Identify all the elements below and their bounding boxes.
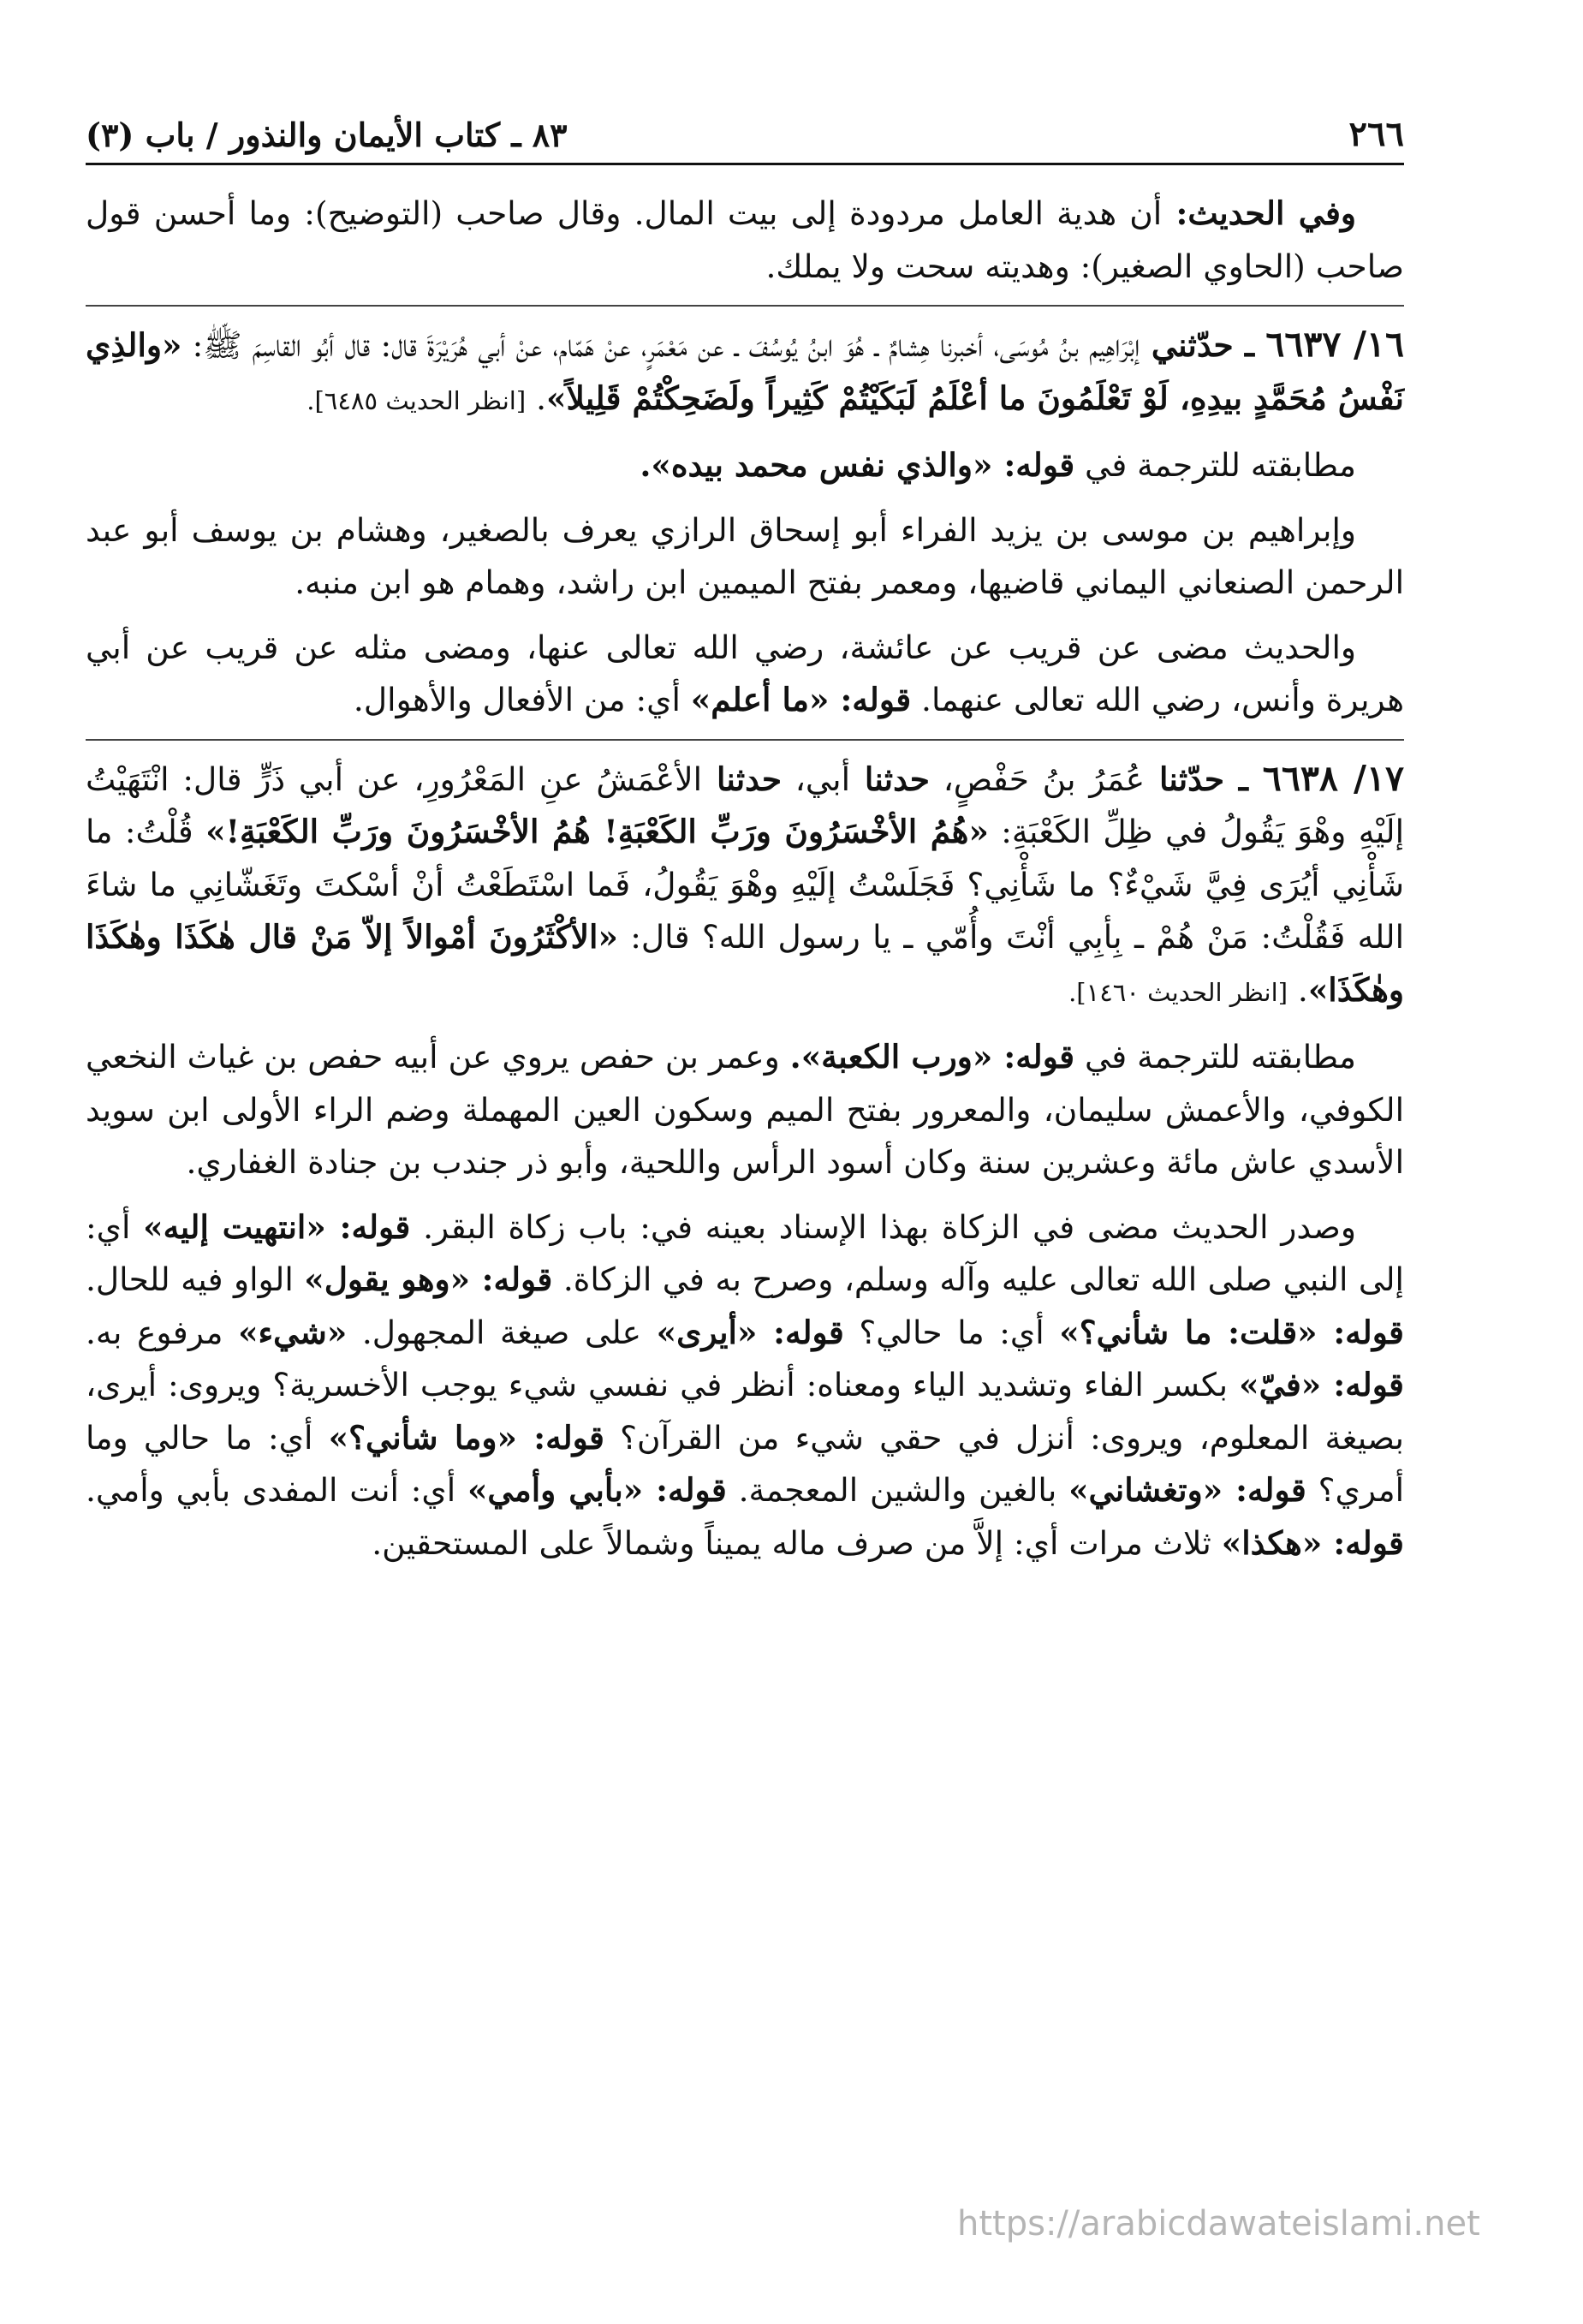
commentary-paragraph bbox=[86, 1031, 1404, 1189]
bold-text-segment: قوله: «فيّ» bbox=[1239, 1366, 1404, 1403]
text-segment: . bbox=[1288, 970, 1308, 1009]
text-segment: قُلْتُ: ما شَأْنِي أيُرَى فِيَّ شَيْءٌ؟ ما شَأْنِي؟ فَجَلَسْتُ إلَيْهِ وهْوَ يَقُولُ، فَما اسْتَطَعْتُ أنْ أسْكتَ وتَغَشّانِي ما شاءَ الله فَقُلْتُ: مَنْ هُمْ ـ بِأبِي أنْتَ وأُمّي ـ يا رسول الله؟ قال: bbox=[86, 813, 1404, 956]
bold-text-segment: قوله: «ما أعلم» bbox=[690, 681, 912, 718]
cross-reference: [انظر الحديث ٦٤٨٥]. bbox=[306, 385, 527, 415]
bold-text-segment: ـ حدّثني bbox=[1140, 326, 1266, 364]
text-segment: مرفوع به. bbox=[86, 1313, 239, 1351]
bold-text-segment: قوله: «والذي نفس محمد بيده». bbox=[640, 446, 1075, 484]
bold-text-segment: «والذِي نَفْسُ مُحَمَّدٍ بيدِهِ، لَوْ تَعْلَمُونَ ما أعْلَمُ لَبَكَيْتُمْ كَثِيراً ولَضَحِكْتُمْ قَلِيلاً» bbox=[86, 326, 1404, 417]
bold-text-segment: قوله: «أيرى» bbox=[656, 1313, 844, 1351]
bold-text-segment: قوله: «وهو يقول» bbox=[304, 1260, 553, 1298]
bold-text-segment: «الأكْثَرُونَ أمْوالاً إلاّ مَنْ قال هٰكَذَا وهٰكَذَا وهٰكَذَا» bbox=[86, 918, 1404, 1009]
text-segment: أي: ما حالي؟ bbox=[843, 1313, 1060, 1351]
bold-text-segment: «شيء» bbox=[238, 1313, 348, 1351]
bold-text-segment: قوله: «بأبي وأمي» bbox=[467, 1471, 727, 1509]
cross-reference: [انظر الحديث ١٤٦٠]. bbox=[1068, 977, 1288, 1007]
bold-text-segment: «هُمُ الأخْسَرُونَ ورَبِّ الكَعْبَةِ! هُمُ الأخْسَرُونَ ورَبِّ الكَعْبَةِ!» bbox=[205, 813, 989, 850]
bold-text-segment: قوله: «هكذا» bbox=[1221, 1523, 1404, 1562]
text-segment: على صيغة المجهول. bbox=[347, 1313, 657, 1351]
text-segment: مطابقته للترجمة في bbox=[1074, 446, 1356, 484]
text-segment: . bbox=[526, 378, 547, 417]
commentary-paragraph bbox=[86, 439, 1404, 492]
bold-text-segment: قوله: «وتغشاني» bbox=[1068, 1471, 1306, 1509]
bold-text-segment: ـ حدّثنا bbox=[1145, 760, 1263, 798]
commentary-paragraph bbox=[86, 622, 1404, 727]
page-number: ٢٦٦ bbox=[1348, 114, 1404, 154]
text-segment: أي: أنت المفدى بأبي وأمي. bbox=[86, 1471, 467, 1509]
bold-text-segment: حدثنا bbox=[850, 760, 930, 798]
text-segment: أي: ما حالي وما أمري؟ bbox=[86, 1418, 1405, 1509]
text-segment: أبي، bbox=[782, 760, 851, 798]
text-segment: إبْرَاهِيم بنُ مُوسَى، أخبرنا هِشامٌ ـ هُوَ ابنُ يُوسُفَ ـ عن مَعْمَرٍ، عنْ هَمّام، عنْ أبي هُرَيْرَةَ قال: قال أبُو القاسِمَ ﷺ: bbox=[182, 326, 1140, 364]
page-header bbox=[86, 94, 1404, 165]
bold-text-segment: وفي الحديث: bbox=[1162, 194, 1356, 232]
text-segment: والحديث مضى عن قريب عن عائشة، رضي الله تعالى عنها، ومضى مثله عن قريب عن أبي هريرة وأنس، رضي الله تعالى عنهما. bbox=[86, 628, 1404, 718]
text-segment: وعمر بن حفص يروي عن أبيه حفص بن غياث النخعي الكوفي، والأعمش سليمان، والمعرور بفتح الميم وسكون العين المهملة وضم الراء الأولى ابن سويد الأسدي عاش مائة وعشرين سنة وكان أسود الرأس واللحية، وأبو ذر جندب بن جنادة الغفاري. bbox=[86, 1038, 1404, 1181]
hadith-paragraph bbox=[86, 739, 1404, 1020]
text-segment: أي: من الأفعال والأهوال. bbox=[353, 681, 691, 718]
text-segment: الأعْمَشُ عنِ المَعْرُورِ، عن أبي ذَرٍّ قال: انْتَهَيْتُ إلَيْهِ وهْوَ يَقُولُ في ظِلِّ الكَعْبَةِ: bbox=[86, 760, 1404, 850]
hadith-number: ١٧/ ٦٦٣٨ bbox=[1262, 757, 1405, 799]
commentary-paragraph bbox=[86, 188, 1404, 293]
page-body bbox=[86, 188, 1404, 1570]
bold-text-segment: قوله: «انتهيت إليه» bbox=[143, 1207, 411, 1246]
text-segment: وإبراهيم بن موسى بن يزيد الفراء أبو إسحاق الرازي يعرف بالصغير، وهشام بن يوسف أبو عبد الرحمن الصنعاني اليماني قاضيها، ومعمر بفتح الميمين ابن راشد، وهمام هو ابن منبه. bbox=[86, 510, 1404, 601]
hadith-paragraph bbox=[86, 305, 1404, 427]
text-segment: الواو فيه للحال. bbox=[86, 1260, 305, 1298]
text-segment: أي: إلى النبي صلى الله تعالى عليه وآله وسلم، وصرح به في الزكاة. bbox=[86, 1207, 1404, 1298]
hadith-number: ١٦/ ٦٦٣٧ bbox=[1265, 324, 1405, 365]
watermark-url: https://arabicdawateislami.net bbox=[957, 2204, 1480, 2244]
text-segment: بالغين والشين المعجمة. bbox=[726, 1471, 1069, 1509]
commentary-paragraph bbox=[86, 504, 1404, 610]
text-segment: عُمَرُ بنُ حَفْصٍ، bbox=[929, 760, 1146, 798]
text-segment: أن هدية العامل مردودة إلى بيت المال. وقال صاحب (التوضيح): وما أحسن قول صاحب (الحاوي الصغير): وهديته سحت ولا يملك. bbox=[86, 194, 1404, 285]
text-segment: وصدر الحديث مضى في الزكاة بهذا الإسناد بعينه في: باب زكاة البقر. bbox=[410, 1207, 1356, 1246]
bold-text-segment: قوله: «وما شأني؟» bbox=[328, 1418, 604, 1457]
running-title: ٨٣ ـ كتاب الأيمان والنذور / باب (٣) bbox=[86, 116, 568, 154]
text-segment: ثلاث مرات أي: إلاَّ من صرف ماله يميناً وشمالاً على المستحقين. bbox=[372, 1523, 1222, 1562]
bold-text-segment: قوله: «قلت: ما شأني؟» bbox=[1059, 1313, 1404, 1351]
commentary-paragraph bbox=[86, 1201, 1404, 1570]
text-segment: بكسر الفاء وتشديد الياء ومعناه: أنظر في نفسي شيء يوجب الأخسرية؟ ويروى: أيرى، بصيغة المعلوم، ويروى: أنزل في حقي شيء من القرآن؟ bbox=[86, 1366, 1404, 1457]
text-segment: مطابقته للترجمة في bbox=[1074, 1038, 1356, 1076]
bold-text-segment: قوله: «ورب الكعبة». bbox=[789, 1038, 1075, 1076]
bold-text-segment: حدثنا bbox=[702, 760, 783, 798]
book-page bbox=[86, 94, 1404, 2286]
